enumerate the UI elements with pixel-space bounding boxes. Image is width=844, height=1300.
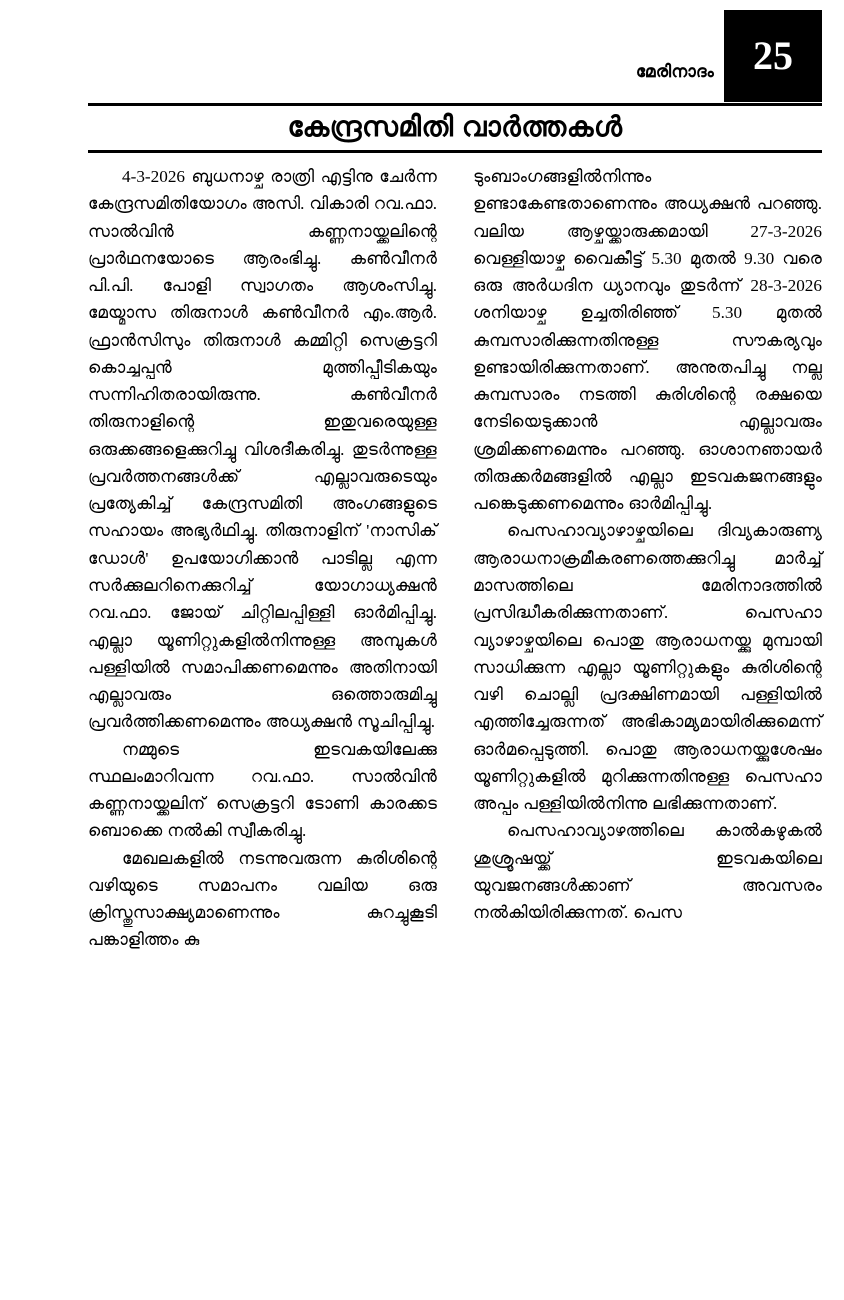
paragraph: മേഖലകളിൽ നടന്നുവരുന്ന കുരിശിന്റെ വഴിയുടെ സമാപനം വലിയ ഒരു ക്രിസ്തുസാക്ഷ്യമാണെന്നും കുറച്ചുകൂടി പങ്കാളിത്തം കു (88, 848, 437, 950)
article-title: കേന്ദ്രസമിതി വാർത്തകൾ (287, 111, 623, 142)
paragraph: 4-3-2026 ബുധനാഴ്ച രാത്രി എട്ടിനു ചേർന്ന കേന്ദ്രസമിതിയോഗം അസി. വികാരി റവ.ഫാ. സാൽവിൻ കണ്ണനായ്ക്കലിന്റെ പ്രാർഥനയോടെ ആരംഭിച്ചു. കൺവീനർ പി.പി. പോളി സ്വാഗതം ആശംസിച്ചു. മേയ്മാസ തിരുനാൾ കൺവീനർ എം.ആർ. ഫ്രാൻസിസും തിരുനാൾ കമ്മിറ്റി സെക്രട്ടറി കൊച്ചപ്പൻ മുത്തിപ്പീടികയും സന്നിഹിതരായിരുന്നു. കൺവീനർ തിരുനാളിന്റെ ഇതുവരെയുള്ള ഒരുക്കങ്ങളെക്കുറിച്ചു വിശദീകരിച്ചു. തുടർന്നുള്ള പ്രവർത്തനങ്ങൾക്ക് എല്ലാവരുടെയും പ്രത്യേകിച്ച് കേന്ദ്രസമിതി അംഗങ്ങളുടെ സഹായം അഭ്യർഥിച്ചു. തിരുനാളിന് 'നാസിക് ഡോൾ' ഉപയോഗിക്കാൻ പാടില്ല എന്ന സർക്കുലറിനെക്കുറിച്ച് യോഗാധ്യക്ഷൻ റവ.ഫാ. ജോയ് ചിറ്റിലപ്പിള്ളി ഓർമിപ്പിച്ചു. എല്ലാ യൂണിറ്റുകളിൽനിന്നുള്ള അമ്പുകൾ പള്ളിയിൽ സമാപിക്കണമെന്നും അതിനായി എല്ലാവരും ഒത്തൊരുമിച്ചു പ്രവർത്തിക്കണമെന്നും അധ്യക്ഷൻ സൂചിപ്പിച്ചു. (88, 167, 437, 732)
column-right (473, 163, 822, 1188)
page-number: 25 (753, 33, 793, 78)
title-divider-rule (88, 150, 822, 153)
column-left (88, 163, 437, 1188)
paragraph: പെസഹാവ്യാഴാഴ്ചയിലെ ദിവ്യകാരുണ്യ ആരാധനാക്രമീകരണത്തെക്കുറിച്ചു മാർച്ച് മാസത്തിലെ മേരിനാദത്തിൽ പ്രസിദ്ധീകരിക്കുന്നതാണ്. പെസഹാ വ്യാഴാഴ്ചയിലെ പൊതു ആരാധനയ്ക്കു മുമ്പായി സാധിക്കുന്ന എല്ലാ യൂണിറ്റുകളും കുരിശിന്റെ വഴി ചൊല്ലി പ്രദക്ഷിണമായി പള്ളിയിൽ എത്തിച്ചേരുന്നത് അഭികാമ്യമായിരിക്കുമെന്ന് ഓർമപ്പെടുത്തി. പൊതു ആരാധനയ്ക്കുശേഷം യൂണിറ്റുകളിൽ മുറിക്കുന്നതിനുള്ള പെസഹാ അപ്പം പള്ളിയിൽനിന്നു ലഭിക്കുന്നതാണ്. (473, 521, 822, 814)
paragraph: നമ്മുടെ ഇടവകയിലേക്കു സ്ഥലംമാറിവന്ന റവ.ഫാ. സാൽവിൻ കണ്ണനായ്ക്കലിന് സെക്രട്ടറി ടോണി കാരക്കട ബൊക്കെ നൽകി സ്വീകരിച്ചു. (88, 739, 437, 841)
paragraph: ടുംബാംഗങ്ങളിൽനിന്നും ഉണ്ടാകേണ്ടതാണെന്നും അധ്യക്ഷൻ പറഞ്ഞു. വലിയ ആഴ്ചയ്ക്കാരുക്കമായി 27-3-2026 വെള്ളിയാഴ്ച വൈകീട്ട് 5.30 മുതൽ 9.30 വരെ ഒരു അർധദിന ധ്യാനവും തുടർന്ന് 28-3-2026 ശനിയാഴ്ച ഉച്ചതിരിഞ്ഞ് 5.30 മുതൽ കുമ്പസാരിക്കുന്നതിനുള്ള സൗകര്യവും ഉണ്ടായിരിക്കുന്നതാണ്. അനുതപിച്ചു നല്ല കുമ്പസാരം നടത്തി കുരിശിന്റെ രക്ഷയെ നേടിയെടുക്കാൻ എല്ലാവരും ശ്രമിക്കണമെന്നും പറഞ്ഞു. ഓശാനഞായർ തിരുക്കർമങ്ങളിൽ എല്ലാ ഇടവകജനങ്ങളും പങ്കെടുക്കണമെന്നും ഓർമിപ്പിച്ചു. (473, 167, 822, 514)
article-body (88, 163, 822, 1188)
page-number-badge (724, 10, 822, 102)
masthead-title: മേരിനാദം (635, 62, 714, 81)
header-divider-rule (88, 103, 822, 106)
paragraph: പെസഹാവ്യാഴത്തിലെ കാൽകഴുകൽ ശുശ്രൂഷയ്ക്ക് ഇടവകയിലെ യുവജനങ്ങൾക്കാണ് അവസരം നൽകിയിരിക്കുന്നത്. പെസ (473, 821, 822, 923)
